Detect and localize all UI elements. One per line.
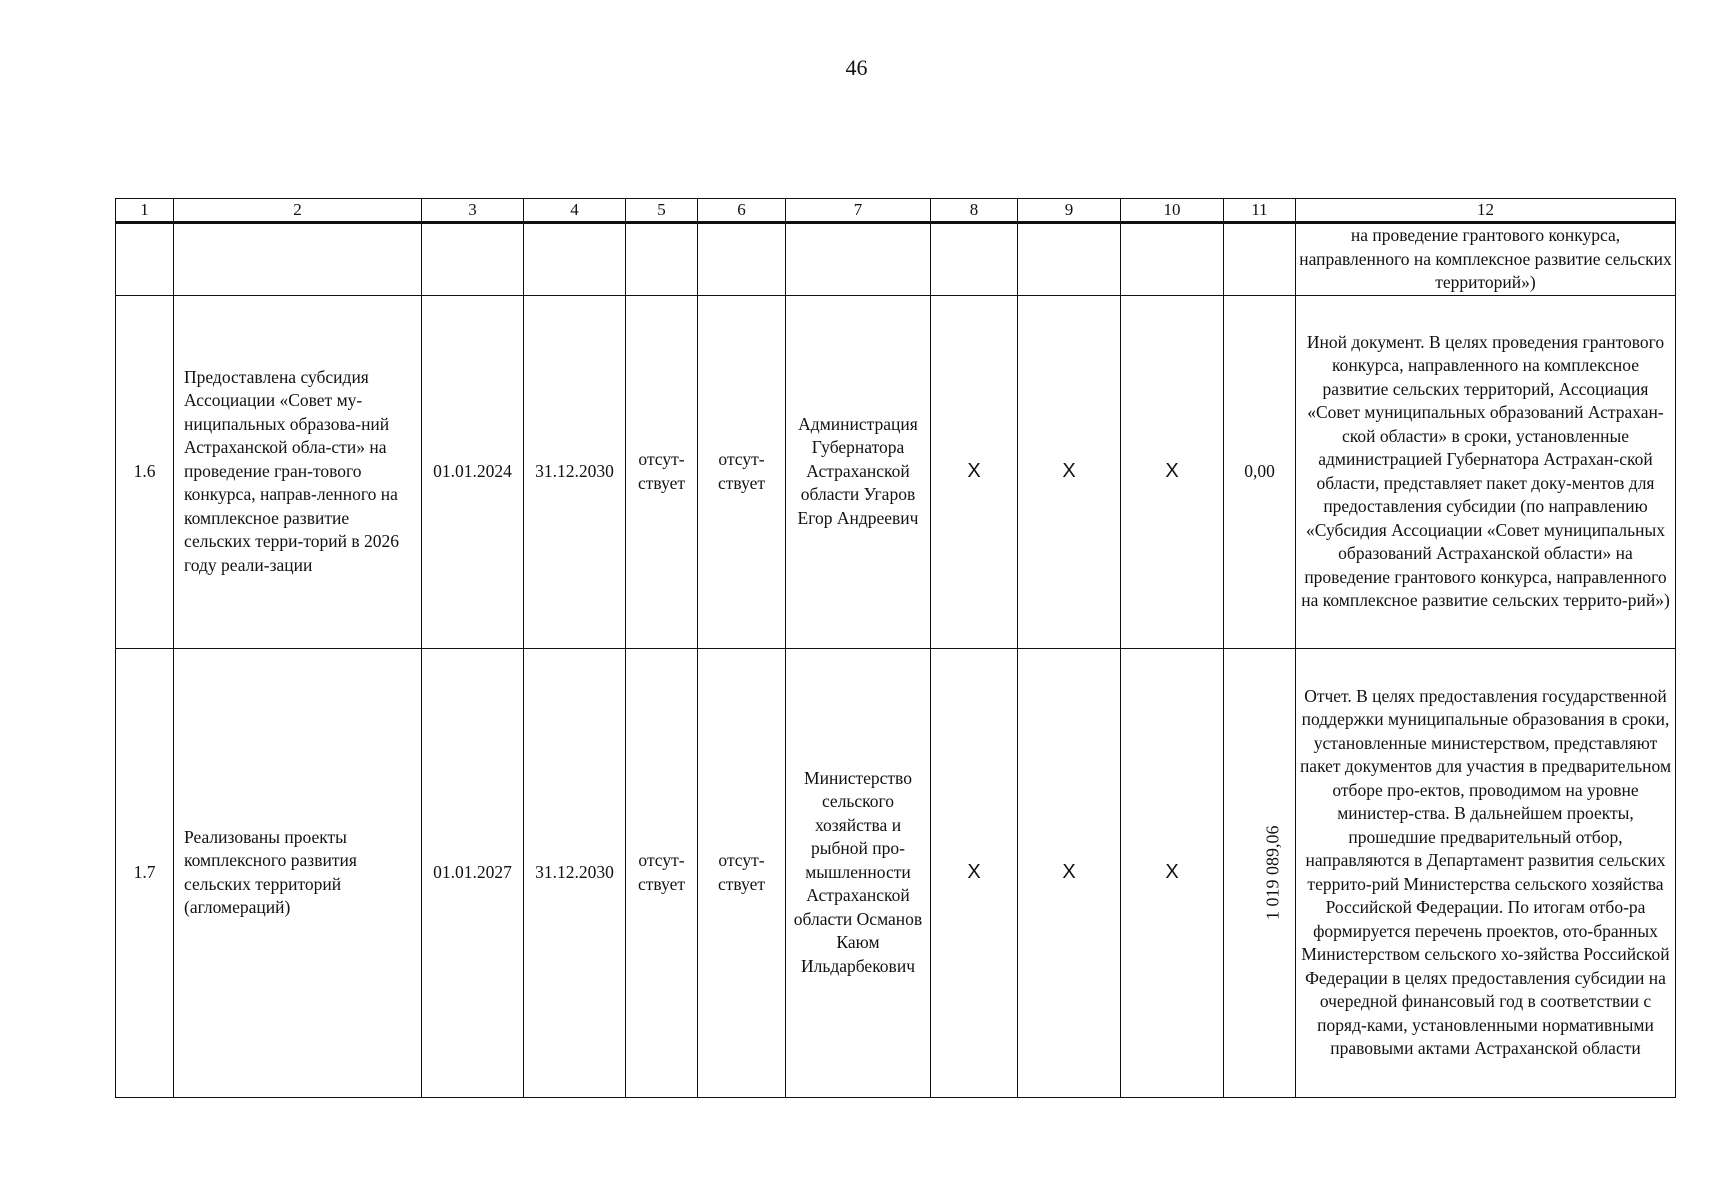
x-mark: X bbox=[1165, 860, 1179, 883]
table-row bbox=[116, 295, 1676, 648]
cell-col9 bbox=[1018, 648, 1121, 1097]
cell-empty bbox=[698, 223, 786, 296]
cell-col6: отсут-ствует bbox=[698, 648, 786, 1097]
cell-empty bbox=[524, 223, 626, 296]
header-col-3: 3 bbox=[422, 199, 524, 223]
header-col-4: 4 bbox=[524, 199, 626, 223]
cell-end-date: 31.12.2030 bbox=[524, 648, 626, 1097]
cell-empty bbox=[786, 223, 931, 296]
table-header bbox=[116, 199, 1676, 223]
cell-empty bbox=[626, 223, 698, 296]
cell-empty bbox=[931, 223, 1018, 296]
cell-amount: 0,00 bbox=[1224, 295, 1296, 648]
cell-notes: на проведение грантового конкурса, направленного на комплексное развитие сельских территорий») bbox=[1296, 223, 1676, 296]
cell-empty bbox=[116, 223, 174, 296]
cell-col10 bbox=[1121, 648, 1224, 1097]
cell-end-date: 31.12.2030 bbox=[524, 295, 626, 648]
cell-number: 1.7 bbox=[116, 648, 174, 1097]
cell-notes: Отчет. В целях предоставления государственной поддержки муниципальные образования в сроки, установленные министерством, представляют пакет документов для участия в предварительном отборе про-ектов, проводимом на уровне министер-ства. В дальнейшем проекты, прошедшие предварительный отбор, направляются в Департамент развития сельских террито-рий Министерства сельского хозяйства Российской Федерации. По итогам отбо-ра формируется перечень проектов, ото-бранных Министерством сельского хо-зяйства Российской Федерации в целях предоставления субсидии на очередной финансовый год в соответствии с поряд-ками, установленными нормативными правовыми актами Астраханской области bbox=[1296, 648, 1676, 1097]
x-mark: X bbox=[1165, 459, 1179, 482]
cell-notes: Иной документ. В целях проведения грантового конкурса, направленного на комплексное развитие сельских территорий, Ассоциация «Совет муниципальных образований Астрахан-ской области» в сроки, установленные администрацией Губернатора Астрахан-ской области, представляет пакет доку-ментов для предоставления субсидии (по направлению «Субсидия Ассоциации «Совет муниципальных образований Астраханской области» на проведение грантового конкурса, направленного на комплексное развитие сельских террито-рий») bbox=[1296, 295, 1676, 648]
x-mark: X bbox=[1062, 860, 1076, 883]
page-number: 46 bbox=[845, 55, 868, 80]
cell-responsible: Министерство сельского хозяйства и рыбной про-мышленности Астраханской области Османов Каюм Ильдарбекович bbox=[786, 648, 931, 1097]
header-col-5: 5 bbox=[626, 199, 698, 223]
cell-name: Предоставлена субсидия Ассоциации «Совет му-ниципальных образова-ний Астраханской обла-сти» на проведение гран-тового конкурса, направ-ленного на комплексное развитие сельских терри-торий в 2026 году реали-зации bbox=[174, 295, 422, 648]
header-row bbox=[116, 199, 1676, 223]
cell-col8 bbox=[931, 648, 1018, 1097]
header-col-6: 6 bbox=[698, 199, 786, 223]
x-mark: X bbox=[967, 860, 981, 883]
table-row-continuation bbox=[116, 223, 1676, 296]
header-col-9: 9 bbox=[1018, 199, 1121, 223]
header-col-8: 8 bbox=[931, 199, 1018, 223]
header-col-11: 11 bbox=[1224, 199, 1296, 223]
cell-responsible: Администрация Губернатора Астраханской области Угаров Егор Андреевич bbox=[786, 295, 931, 648]
cell-start-date: 01.01.2024 bbox=[422, 295, 524, 648]
vertical-amount: 1 019 089,06 bbox=[1262, 825, 1283, 920]
cell-empty bbox=[1224, 223, 1296, 296]
table-row bbox=[116, 648, 1676, 1097]
header-col-12: 12 bbox=[1296, 199, 1676, 223]
activities-table bbox=[115, 198, 1676, 1098]
header-col-10: 10 bbox=[1121, 199, 1224, 223]
cell-col10 bbox=[1121, 295, 1224, 648]
header-col-7: 7 bbox=[786, 199, 931, 223]
x-mark: X bbox=[1062, 459, 1076, 482]
cell-col9 bbox=[1018, 295, 1121, 648]
x-mark: X bbox=[967, 459, 981, 482]
cell-amount bbox=[1224, 648, 1296, 1097]
cell-empty bbox=[1018, 223, 1121, 296]
cell-col5: отсут-ствует bbox=[626, 648, 698, 1097]
cell-empty bbox=[174, 223, 422, 296]
cell-col6: отсут-ствует bbox=[698, 295, 786, 648]
cell-col5: отсут-ствует bbox=[626, 295, 698, 648]
header-col-2: 2 bbox=[174, 199, 422, 223]
cell-start-date: 01.01.2027 bbox=[422, 648, 524, 1097]
cell-col8 bbox=[931, 295, 1018, 648]
cell-number: 1.6 bbox=[116, 295, 174, 648]
cell-name: Реализованы проекты комплексного развития сельских территорий (агломераций) bbox=[174, 648, 422, 1097]
cell-empty bbox=[422, 223, 524, 296]
header-col-1: 1 bbox=[116, 199, 174, 223]
cell-empty bbox=[1121, 223, 1224, 296]
